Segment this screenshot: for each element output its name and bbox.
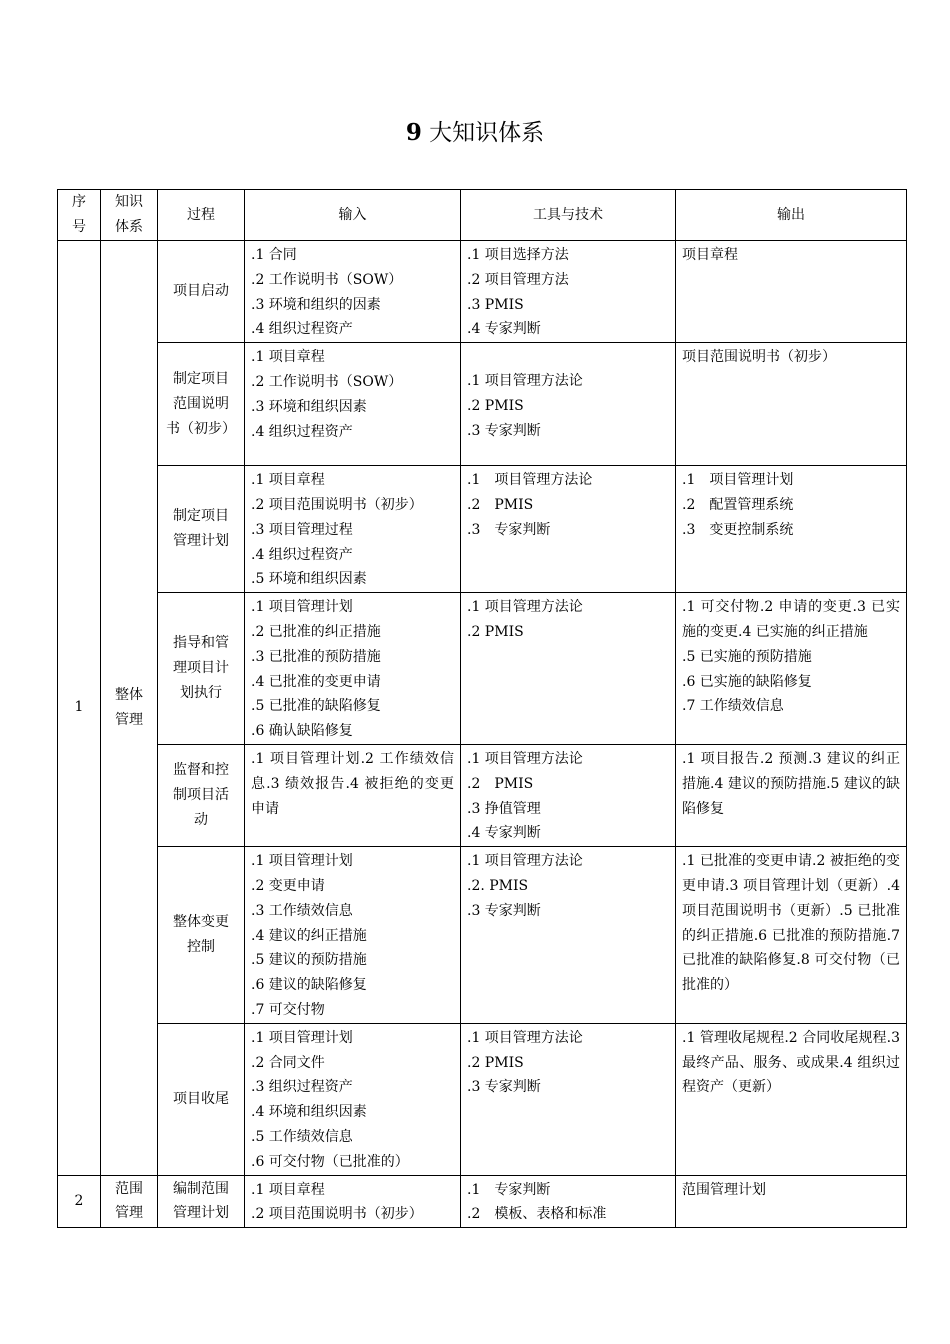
inputs-cell: .1 项目管理计划.2 工作绩效信息.3 绩效报告.4 被拒绝的变更申请	[245, 744, 461, 846]
inputs-cell: .1 项目章程 .2 项目范围说明书（初步）	[245, 1175, 461, 1228]
tools-cell: .1 项目管理方法论 .2 PMIS .3 专家判断	[461, 343, 676, 466]
page-title	[0, 116, 950, 150]
process-cell: 指导和管 理项目计 划执行	[158, 593, 245, 745]
outputs-cell: .1 可交付物.2 申请的变更.3 已实施的变更.4 已实施的纠正措施 .5 已实施的预防措施 .6 已实施的缺陷修复 .7 工作绩效信息	[676, 593, 907, 745]
header-inputs: 输入	[245, 190, 461, 241]
process-cell: 项目收尾	[158, 1023, 245, 1175]
process-cell: 项目启动	[158, 241, 245, 343]
tools-cell: .1 项目管理方法论 .2. PMIS .3 专家判断	[461, 847, 676, 1024]
inputs-cell: .1 项目章程 .2 项目范围说明书（初步） .3 项目管理过程 .4 组织过程资产 .5 环境和组织因素	[245, 466, 461, 593]
table-row	[58, 1023, 907, 1175]
table-row	[58, 744, 907, 846]
outputs-cell: .1 已批准的变更申请.2 被拒绝的变更申请.3 项目管理计划（更新）.4 项目范围说明书（更新）.5 已批准的纠正措施.6 已批准的预防措施.7 已批准的缺陷修复.8 可交付物（已批准的）	[676, 847, 907, 1024]
header-outputs: 输出	[676, 190, 907, 241]
inputs-cell: .1 项目章程 .2 工作说明书（SOW） .3 环境和组织因素 .4 组织过程资产	[245, 343, 461, 466]
process-cell: 制定项目 范围说明 书（初步）	[158, 343, 245, 466]
tools-cell: .1 项目选择方法 .2 项目管理方法 .3 PMIS .4 专家判断	[461, 241, 676, 343]
tools-cell: .1 项目管理方法论 .2 PMIS .3 专家判断	[461, 1023, 676, 1175]
header-row	[58, 190, 907, 241]
tools-cell: .1 专家判断 .2 模板、表格和标准	[461, 1175, 676, 1228]
inputs-cell: .1 项目管理计划 .2 变更申请 .3 工作绩效信息 .4 建议的纠正措施 .5 建议的预防措施 .6 建议的缺陷修复 .7 可交付物	[245, 847, 461, 1024]
area-cell: 整体 管理	[101, 241, 158, 1176]
outputs-cell: 项目章程	[676, 241, 907, 343]
title-text: 大知识体系	[421, 120, 545, 146]
knowledge-table	[57, 189, 907, 1228]
table-row	[58, 847, 907, 1024]
table-row	[58, 466, 907, 593]
process-cell: 监督和控 制项目活 动	[158, 744, 245, 846]
process-cell: 编制范围 管理计划	[158, 1175, 245, 1228]
outputs-cell: .1 项目报告.2 预测.3 建议的纠正措施.4 建议的预防措施.5 建议的缺陷修复	[676, 744, 907, 846]
title-number: 9	[405, 119, 422, 146]
table-row	[58, 343, 907, 466]
inputs-cell: .1 合同 .2 工作说明书（SOW） .3 环境和组织的因素 .4 组织过程资产	[245, 241, 461, 343]
tools-cell: .1 项目管理方法论 .2 PMIS .3 专家判断	[461, 466, 676, 593]
tools-cell: .1 项目管理方法论 .2 PMIS .3 挣值管理 .4 专家判断	[461, 744, 676, 846]
tools-cell: .1 项目管理方法论 .2 PMIS	[461, 593, 676, 745]
header-area: 知识 体系	[101, 190, 158, 241]
area-cell: 范围 管理	[101, 1175, 158, 1228]
process-cell: 整体变更 控制	[158, 847, 245, 1024]
header-tools: 工具与技术	[461, 190, 676, 241]
inputs-cell: .1 项目管理计划 .2 已批准的纠正措施 .3 已批准的预防措施 .4 已批准的变更申请 .5 已批准的缺陷修复 .6 确认缺陷修复	[245, 593, 461, 745]
table-row	[58, 593, 907, 745]
table-row	[58, 1175, 907, 1228]
outputs-cell: .1 项目管理计划 .2 配置管理系统 .3 变更控制系统	[676, 466, 907, 593]
header-seq: 序 号	[58, 190, 101, 241]
inputs-cell: .1 项目管理计划 .2 合同文件 .3 组织过程资产 .4 环境和组织因素 .5 工作绩效信息 .6 可交付物（已批准的）	[245, 1023, 461, 1175]
outputs-cell: .1 管理收尾规程.2 合同收尾规程.3 最终产品、服务、或成果.4 组织过程资产（更新）	[676, 1023, 907, 1175]
table-row	[58, 241, 907, 343]
seq-cell: 1	[58, 241, 101, 1176]
outputs-cell: 范围管理计划	[676, 1175, 907, 1228]
seq-cell: 2	[58, 1175, 101, 1228]
table-body	[58, 241, 907, 1228]
header-process: 过程	[158, 190, 245, 241]
outputs-cell: 项目范围说明书（初步）	[676, 343, 907, 466]
process-cell: 制定项目 管理计划	[158, 466, 245, 593]
